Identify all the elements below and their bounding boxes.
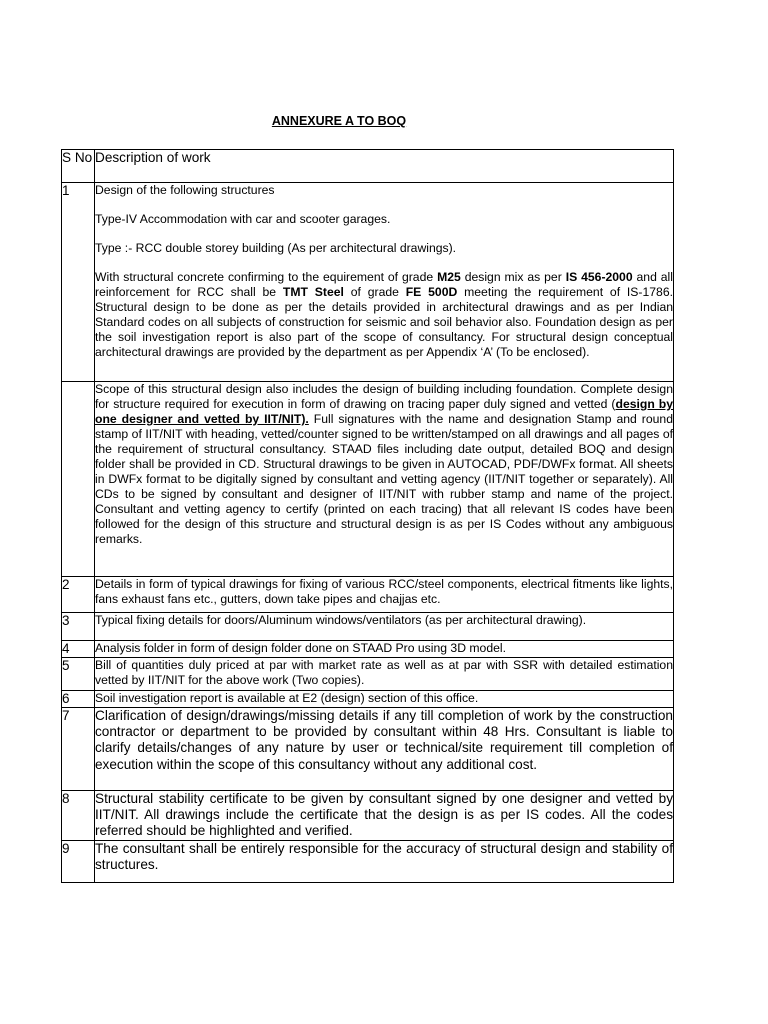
table-header-row	[62, 150, 674, 183]
table-row	[62, 183, 674, 382]
row-description: Bill of quantities duly priced at par with market rate as well as at par with SSR with detailed estimation vetted by IIT/NIT for the above work (Two copies).	[95, 658, 674, 691]
row-description: Structural stability certificate to be given by consultant signed by one designer and vetted by IIT/NIT. All drawings include the certificate that the design is as per IS codes. All the codes referred should be highlighted and verified.	[95, 791, 674, 841]
table-row	[62, 641, 674, 658]
row-description: Soil investigation report is available at E2 (design) section of this office.	[95, 691, 674, 708]
row-description: The consultant shall be entirely responsible for the accuracy of structural design and stability of structures.	[95, 841, 674, 883]
row-sno: 9	[62, 841, 95, 883]
row-paragraph: Type-IV Accommodation with car and scooter garages.	[95, 212, 391, 226]
table-row	[62, 658, 674, 691]
row-paragraph: Type :- RCC double storey building (As per architectural drawings).	[95, 241, 457, 255]
table-row	[62, 708, 674, 791]
row-sno: 1	[62, 183, 95, 382]
table-row	[62, 577, 674, 613]
table-row	[62, 841, 674, 883]
row-sno	[62, 382, 95, 577]
document-title: ANNEXURE A TO BOQ	[271, 114, 407, 128]
row-sno: 7	[62, 708, 95, 791]
row-sno: 2	[62, 577, 95, 613]
row-sno: 5	[62, 658, 95, 691]
row-description: Details in form of typical drawings for fixing of various RCC/steel components, electrical fitments like lights, fans exhaust fans etc., gutters, down take pipes and chajjas etc.	[95, 577, 674, 613]
row-description: Scope of this structural design also includes the design of building including foundation. Complete design for structure required for execution in form of drawing on tracing paper duly signed and vetted (design by one designer and vetted by IIT/NIT). Full signatures with the name and designation Stamp and round stamp of IIT/NIT with heading, vetted/counter signed to be written/stamped on all drawings and all pages of the requirement of structural consultancy. STAAD files including date output, detailed BOQ and design folder shall be provided in CD. Structural drawings to be given in AUTOCAD, PDF/DWFx format. All sheets in DWFx format to be digitally signed by consultant and vetting agency (IIT/NIT together or separately). All CDs to be signed by consultant and designer of IIT/NIT with rubber stamp and name of the project. Consultant and vetting agency to certify (printed on each tracing) that all relevant IS codes have been followed for the design of this structure and structural design is as per IS Codes without any ambiguous remarks.	[95, 382, 674, 577]
row-description: Typical fixing details for doors/Aluminum windows/ventilators (as per architectural drawing).	[95, 613, 674, 641]
row-sno: 8	[62, 791, 95, 841]
row-sno: 3	[62, 613, 95, 641]
row-sno: 6	[62, 691, 95, 708]
row-description	[95, 183, 674, 382]
row-paragraph: With structural concrete confirming to the equirement of grade M25 design mix as per IS 456-2000 and all reinforcement for RCC shall be TMT Steel of grade FE 500D meeting the requirement of IS-1786. Structural design to be done as per the details provided in architectural drawings and as per Indian Standard codes on all subjects of construction for seismic and soil behavior also. Foundation design as per the soil investigation report is also part of the scope of consultancy. For structural design conceptual architectural drawings are provided by the department as per Appendix ‘A’ (To be enclosed).	[95, 270, 673, 359]
row-paragraph: Design of the following structures	[95, 183, 275, 197]
row-description: Analysis folder in form of design folder done on STAAD Pro using 3D model.	[95, 641, 674, 658]
row-description: Clarification of design/drawings/missing details if any till completion of work by the construction contractor or department to be provided by consultant within 48 Hrs. Consultant is liable to clarify details/changes of any nature by user or technical/site requirement till completion of execution within the scope of this consultancy without any additional cost.	[95, 708, 674, 791]
row-sno: 4	[62, 641, 95, 658]
header-description: Description of work	[95, 150, 674, 183]
underlined-emphasis: design by one designer and vetted by IIT/NIT).	[95, 397, 673, 426]
table-row	[62, 791, 674, 841]
table-row	[62, 691, 674, 708]
header-sno: S No	[62, 150, 95, 183]
table-row	[62, 613, 674, 641]
boq-table	[61, 149, 674, 883]
table-row	[62, 382, 674, 577]
